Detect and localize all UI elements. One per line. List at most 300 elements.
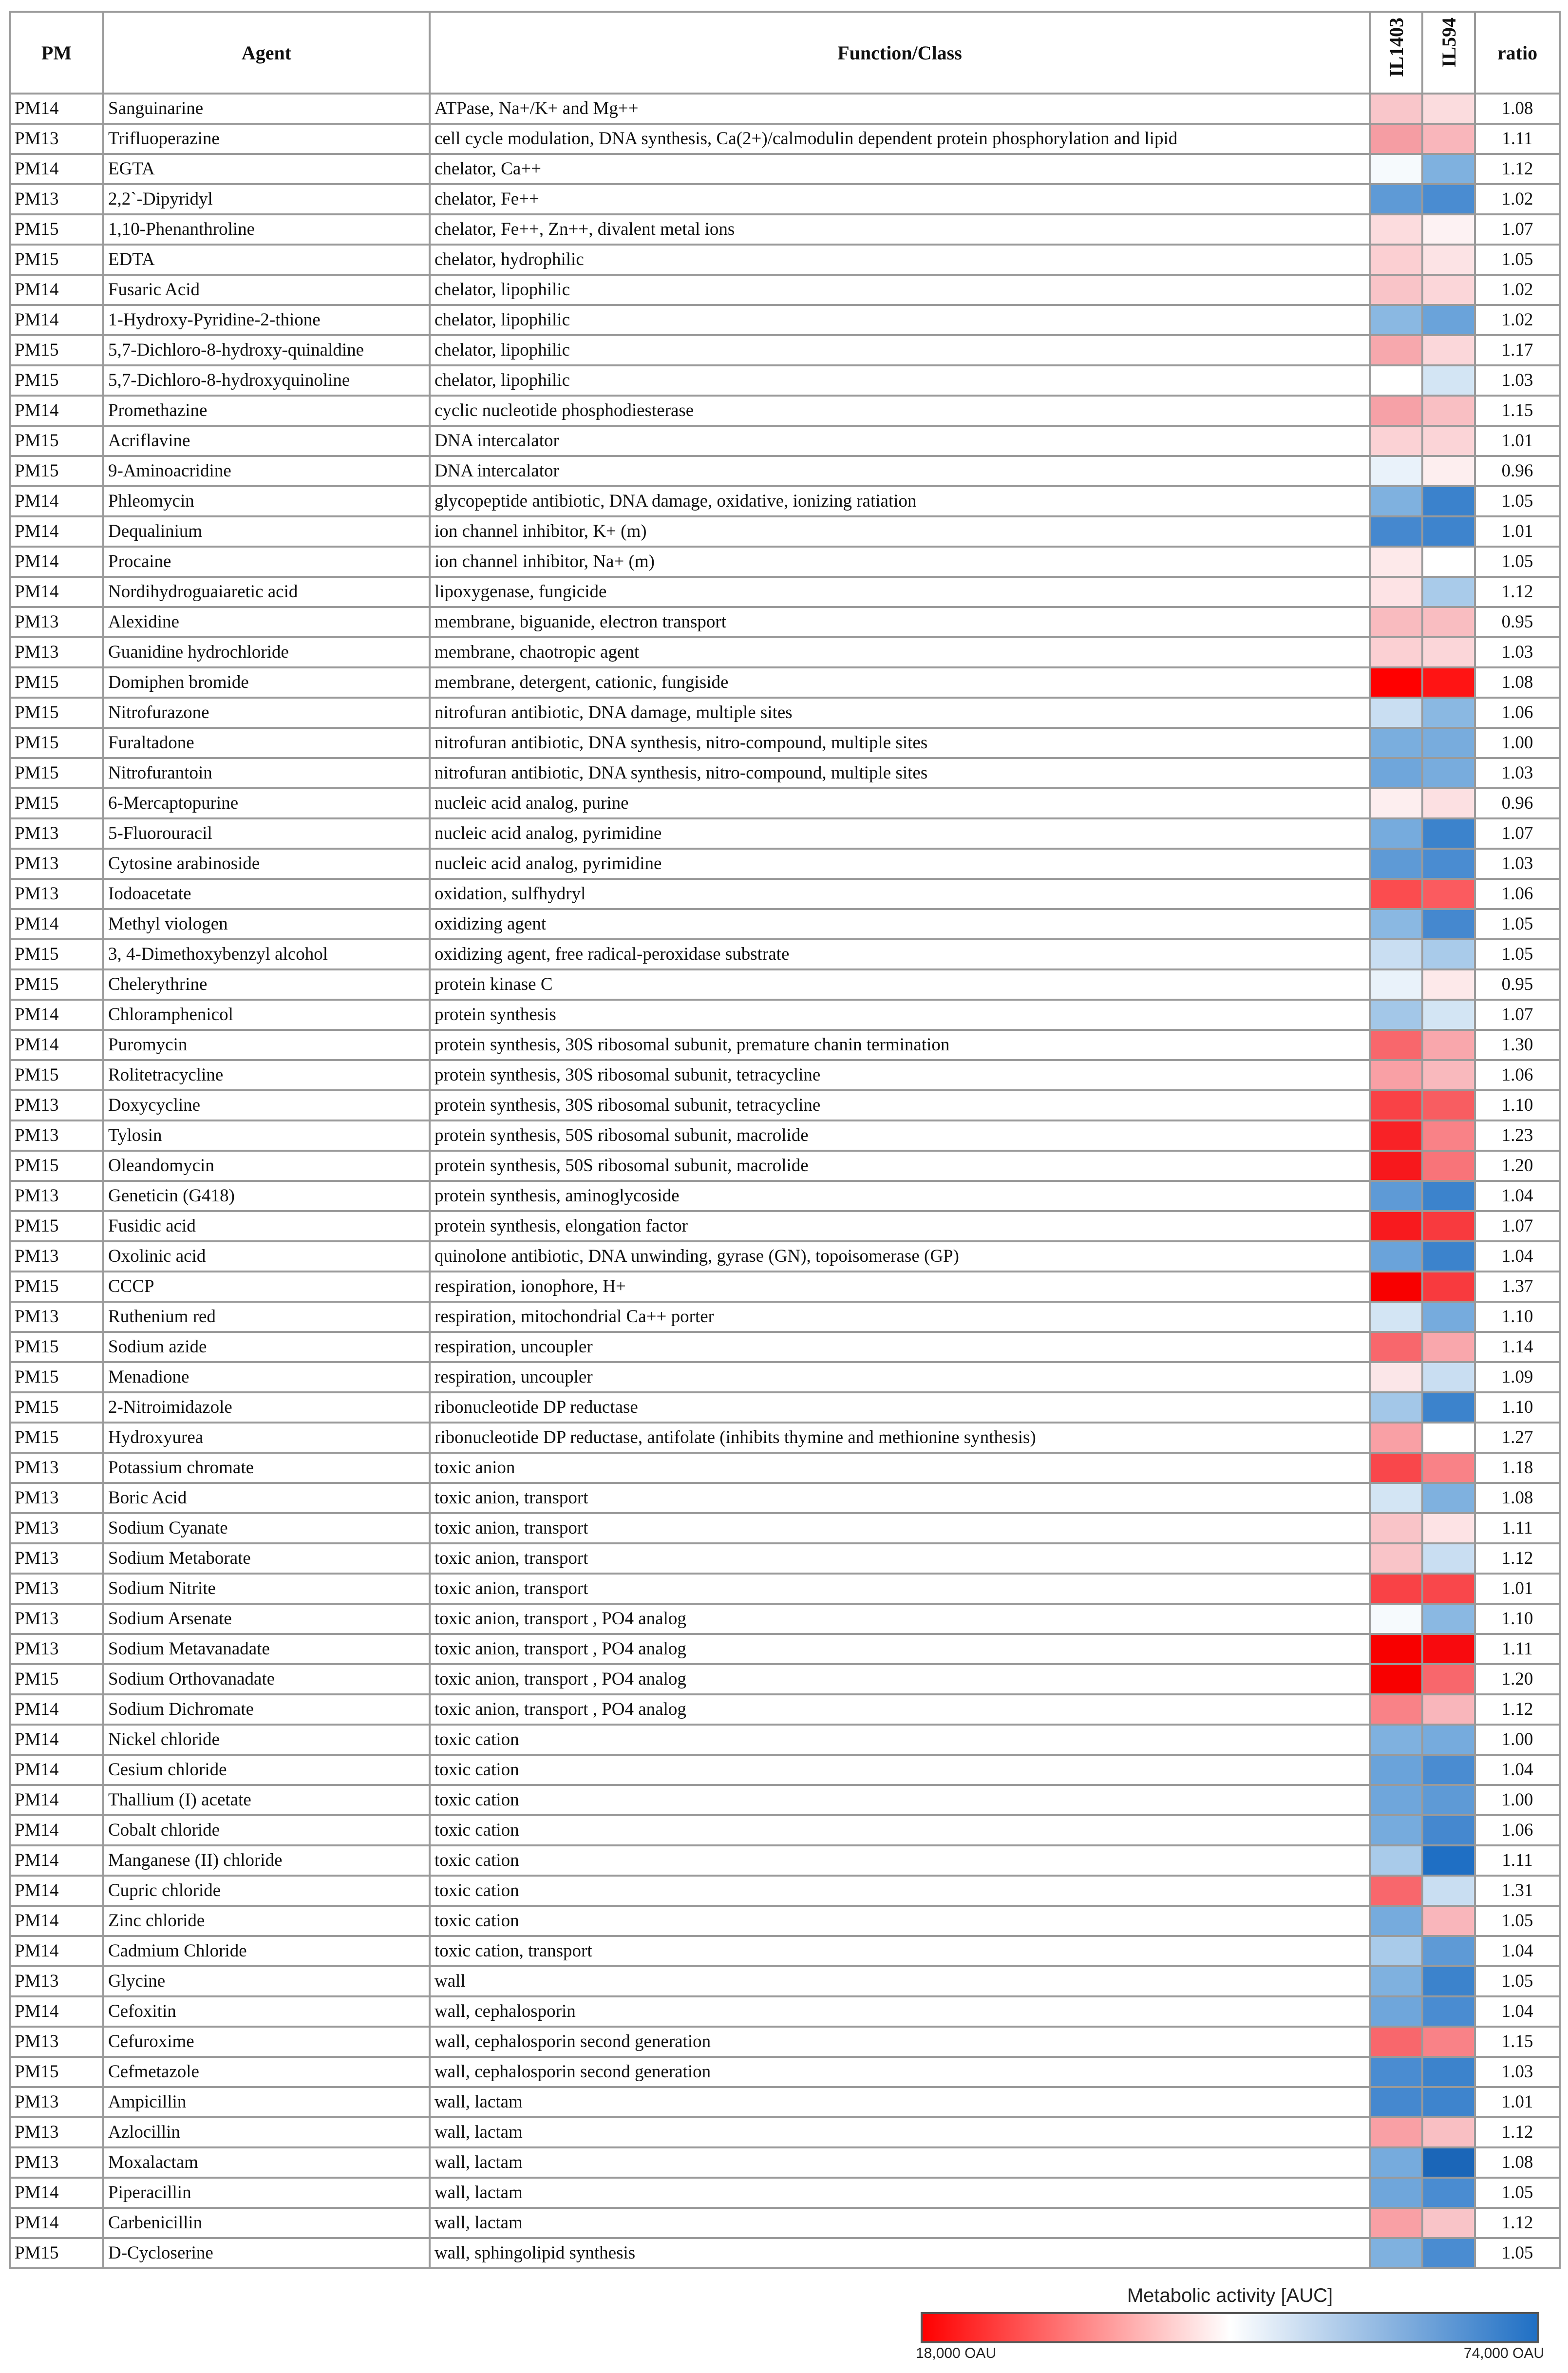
- function-cell: lipoxygenase, fungicide: [430, 577, 1370, 607]
- pm-cell: PM15: [10, 1392, 103, 1423]
- agent-cell: Menadione: [103, 1362, 430, 1392]
- agent-cell: Sodium Orthovanadate: [103, 1664, 430, 1694]
- agent-cell: Boric Acid: [103, 1483, 430, 1513]
- function-cell: toxic anion, transport , PO4 analog: [430, 1694, 1370, 1725]
- il1403-heat-cell: [1370, 124, 1422, 154]
- pm-cell: PM13: [10, 1634, 103, 1664]
- ratio-cell: 1.07: [1475, 818, 1560, 849]
- il1403-heat-cell: [1370, 1755, 1422, 1785]
- table-row: [10, 1785, 1560, 1815]
- ratio-cell: 1.20: [1475, 1664, 1560, 1694]
- table-row: [10, 849, 1560, 879]
- table-row: [10, 728, 1560, 758]
- il594-heat-cell: [1422, 2117, 1475, 2147]
- il594-heat-cell: [1422, 1211, 1475, 1241]
- agent-cell: Sanguinarine: [103, 94, 430, 124]
- pm-cell: PM15: [10, 1151, 103, 1181]
- pm-cell: PM15: [10, 728, 103, 758]
- il1403-heat-cell: [1370, 1574, 1422, 1604]
- table-row: [10, 1181, 1560, 1211]
- il1403-heat-cell: [1370, 1725, 1422, 1755]
- function-cell: respiration, ionophore, H+: [430, 1272, 1370, 1302]
- agent-cell: 5,7-Dichloro-8-hydroxyquinoline: [103, 365, 430, 396]
- function-cell: protein kinase C: [430, 969, 1370, 1000]
- agent-cell: Glycine: [103, 1966, 430, 1996]
- table-row: [10, 305, 1560, 335]
- il594-heat-cell: [1422, 1725, 1475, 1755]
- pm-cell: PM13: [10, 1090, 103, 1120]
- il594-heat-cell: [1422, 758, 1475, 788]
- table-row: [10, 2117, 1560, 2147]
- ratio-cell: 1.12: [1475, 1694, 1560, 1725]
- il594-heat-cell: [1422, 1241, 1475, 1272]
- ratio-cell: 1.14: [1475, 1332, 1560, 1362]
- il594-heat-cell: [1422, 2057, 1475, 2087]
- pm-cell: PM13: [10, 184, 103, 214]
- il1403-heat-cell: [1370, 1120, 1422, 1151]
- table-row: [10, 2178, 1560, 2208]
- il594-heat-cell: [1422, 1483, 1475, 1513]
- il1403-heat-cell: [1370, 305, 1422, 335]
- il594-heat-cell: [1422, 426, 1475, 456]
- table-row: [10, 396, 1560, 426]
- il594-heat-cell: [1422, 1423, 1475, 1453]
- il594-heat-cell: [1422, 1936, 1475, 1966]
- il1403-heat-cell: [1370, 245, 1422, 275]
- agent-cell: 5-Fluorouracil: [103, 818, 430, 849]
- pm-cell: PM15: [10, 1664, 103, 1694]
- ratio-cell: 1.12: [1475, 577, 1560, 607]
- header-function: Function/Class: [430, 12, 1370, 94]
- agent-cell: Cefuroxime: [103, 2027, 430, 2057]
- agent-cell: Chloramphenicol: [103, 1000, 430, 1030]
- il1403-heat-cell: [1370, 94, 1422, 124]
- ratio-cell: 1.01: [1475, 516, 1560, 547]
- pm-cell: PM13: [10, 1966, 103, 1996]
- il1403-heat-cell: [1370, 1060, 1422, 1090]
- function-cell: quinolone antibiotic, DNA unwinding, gyrase (GN), topoisomerase (GP): [430, 1241, 1370, 1272]
- pm-cell: PM13: [10, 2027, 103, 2057]
- ratio-cell: 1.05: [1475, 939, 1560, 969]
- il1403-heat-cell: [1370, 939, 1422, 969]
- function-cell: wall: [430, 1966, 1370, 1996]
- header-pm: PM: [10, 12, 103, 94]
- header-il594: [1422, 12, 1475, 94]
- pm-cell: PM15: [10, 969, 103, 1000]
- pm-cell: PM13: [10, 2087, 103, 2117]
- agent-cell: D-Cycloserine: [103, 2238, 430, 2268]
- function-cell: protein synthesis, 30S ribosomal subunit, tetracycline: [430, 1060, 1370, 1090]
- pm-cell: PM13: [10, 637, 103, 667]
- agent-cell: Cytosine arabinoside: [103, 849, 430, 879]
- ratio-cell: 1.30: [1475, 1030, 1560, 1060]
- table-row: [10, 1483, 1560, 1513]
- pm-cell: PM14: [10, 94, 103, 124]
- table-row: [10, 1453, 1560, 1483]
- data-table: [9, 11, 1561, 2269]
- agent-cell: Manganese (II) chloride: [103, 1845, 430, 1876]
- agent-cell: Hydroxyurea: [103, 1423, 430, 1453]
- agent-cell: Alexidine: [103, 607, 430, 637]
- il1403-heat-cell: [1370, 547, 1422, 577]
- ratio-cell: 1.07: [1475, 214, 1560, 245]
- function-cell: chelator, hydrophilic: [430, 245, 1370, 275]
- agent-cell: Cupric chloride: [103, 1876, 430, 1906]
- ratio-cell: 1.03: [1475, 637, 1560, 667]
- table-row: [10, 275, 1560, 305]
- il1403-heat-cell: [1370, 788, 1422, 818]
- il1403-heat-cell: [1370, 1966, 1422, 1996]
- function-cell: protein synthesis, elongation factor: [430, 1211, 1370, 1241]
- il1403-heat-cell: [1370, 214, 1422, 245]
- ratio-cell: 1.04: [1475, 1181, 1560, 1211]
- legend-min-label: 18,000 OAU: [916, 2345, 997, 2361]
- legend-max-label: 74,000 OAU: [1463, 2345, 1544, 2361]
- pm-cell: PM13: [10, 879, 103, 909]
- pm-cell: PM15: [10, 758, 103, 788]
- il594-heat-cell: [1422, 2027, 1475, 2057]
- table-row: [10, 1725, 1560, 1755]
- ratio-cell: 1.02: [1475, 305, 1560, 335]
- il1403-heat-cell: [1370, 1272, 1422, 1302]
- pm-cell: PM13: [10, 1302, 103, 1332]
- agent-cell: Nitrofurazone: [103, 698, 430, 728]
- agent-cell: Puromycin: [103, 1030, 430, 1060]
- ratio-cell: 1.31: [1475, 1876, 1560, 1906]
- il1403-heat-cell: [1370, 1694, 1422, 1725]
- agent-cell: Methyl viologen: [103, 909, 430, 939]
- function-cell: toxic cation: [430, 1755, 1370, 1785]
- agent-cell: Potassium chromate: [103, 1453, 430, 1483]
- function-cell: toxic cation: [430, 1785, 1370, 1815]
- agent-cell: 2,2`-Dipyridyl: [103, 184, 430, 214]
- table-row: [10, 1090, 1560, 1120]
- ratio-cell: 1.09: [1475, 1362, 1560, 1392]
- ratio-cell: 1.27: [1475, 1423, 1560, 1453]
- table-row: [10, 2027, 1560, 2057]
- table-row: [10, 1604, 1560, 1634]
- pm-cell: PM15: [10, 1060, 103, 1090]
- il594-heat-cell: [1422, 1000, 1475, 1030]
- ratio-cell: 0.95: [1475, 607, 1560, 637]
- function-cell: toxic anion, transport: [430, 1483, 1370, 1513]
- pm-cell: PM15: [10, 788, 103, 818]
- ratio-cell: 1.07: [1475, 1000, 1560, 1030]
- ratio-cell: 1.04: [1475, 1996, 1560, 2027]
- il1403-heat-cell: [1370, 154, 1422, 184]
- function-cell: chelator, Fe++, Zn++, divalent metal ions: [430, 214, 1370, 245]
- ratio-cell: 1.06: [1475, 1815, 1560, 1845]
- pm-cell: PM15: [10, 2057, 103, 2087]
- ratio-cell: 1.17: [1475, 335, 1560, 365]
- il594-heat-cell: [1422, 214, 1475, 245]
- ratio-cell: 1.05: [1475, 1966, 1560, 1996]
- il1403-heat-cell: [1370, 818, 1422, 849]
- function-cell: nitrofuran antibiotic, DNA synthesis, nitro-compound, multiple sites: [430, 728, 1370, 758]
- ratio-cell: 1.10: [1475, 1604, 1560, 1634]
- il1403-heat-cell: [1370, 758, 1422, 788]
- il1403-heat-cell: [1370, 728, 1422, 758]
- ratio-cell: 1.06: [1475, 879, 1560, 909]
- il594-heat-cell: [1422, 94, 1475, 124]
- table-row: [10, 1936, 1560, 1966]
- ratio-cell: 1.03: [1475, 2057, 1560, 2087]
- function-cell: toxic anion, transport: [430, 1513, 1370, 1543]
- il594-heat-cell: [1422, 456, 1475, 486]
- function-cell: membrane, chaotropic agent: [430, 637, 1370, 667]
- table-row: [10, 1634, 1560, 1664]
- il594-heat-cell: [1422, 305, 1475, 335]
- ratio-cell: 1.06: [1475, 698, 1560, 728]
- il594-heat-cell: [1422, 1060, 1475, 1090]
- agent-cell: Azlocillin: [103, 2117, 430, 2147]
- il594-heat-cell: [1422, 1332, 1475, 1362]
- function-cell: toxic cation: [430, 1815, 1370, 1845]
- header-ratio: ratio: [1475, 12, 1560, 94]
- function-cell: chelator, lipophilic: [430, 305, 1370, 335]
- function-cell: wall, lactam: [430, 2208, 1370, 2238]
- agent-cell: EDTA: [103, 245, 430, 275]
- il594-heat-cell: [1422, 1272, 1475, 1302]
- pm-cell: PM15: [10, 1272, 103, 1302]
- pm-cell: PM15: [10, 456, 103, 486]
- pm-cell: PM15: [10, 1423, 103, 1453]
- function-cell: wall, cephalosporin second generation: [430, 2027, 1370, 2057]
- il1403-heat-cell: [1370, 1785, 1422, 1815]
- il1403-heat-cell: [1370, 1392, 1422, 1423]
- ratio-cell: 0.96: [1475, 456, 1560, 486]
- il1403-heat-cell: [1370, 1513, 1422, 1543]
- pm-cell: PM13: [10, 1574, 103, 1604]
- agent-cell: Oxolinic acid: [103, 1241, 430, 1272]
- pm-cell: PM13: [10, 1513, 103, 1543]
- function-cell: toxic cation: [430, 1906, 1370, 1936]
- il594-heat-cell: [1422, 607, 1475, 637]
- il1403-heat-cell: [1370, 1996, 1422, 2027]
- agent-cell: Furaltadone: [103, 728, 430, 758]
- pm-cell: PM15: [10, 365, 103, 396]
- pm-cell: PM14: [10, 1694, 103, 1725]
- table-row: [10, 2208, 1560, 2238]
- table-row: [10, 969, 1560, 1000]
- il594-heat-cell: [1422, 275, 1475, 305]
- function-cell: toxic anion, transport: [430, 1543, 1370, 1574]
- il594-heat-cell: [1422, 818, 1475, 849]
- il594-heat-cell: [1422, 1392, 1475, 1423]
- table-row: [10, 2087, 1560, 2117]
- il1403-heat-cell: [1370, 1332, 1422, 1362]
- function-cell: respiration, mitochondrial Ca++ porter: [430, 1302, 1370, 1332]
- il1403-heat-cell: [1370, 1845, 1422, 1876]
- il1403-heat-cell: [1370, 879, 1422, 909]
- agent-cell: Geneticin (G418): [103, 1181, 430, 1211]
- pm-cell: PM14: [10, 577, 103, 607]
- ratio-cell: 1.02: [1475, 275, 1560, 305]
- function-cell: protein synthesis: [430, 1000, 1370, 1030]
- il594-heat-cell: [1422, 1694, 1475, 1725]
- ratio-cell: 1.12: [1475, 2117, 1560, 2147]
- il594-heat-cell: [1422, 788, 1475, 818]
- pm-cell: PM14: [10, 547, 103, 577]
- pm-cell: PM14: [10, 1725, 103, 1755]
- il1403-heat-cell: [1370, 1664, 1422, 1694]
- il1403-heat-cell: [1370, 516, 1422, 547]
- il594-heat-cell: [1422, 698, 1475, 728]
- il594-heat-cell: [1422, 1151, 1475, 1181]
- table-row: [10, 909, 1560, 939]
- il594-heat-cell: [1422, 2238, 1475, 2268]
- agent-cell: Zinc chloride: [103, 1906, 430, 1936]
- pm-cell: PM13: [10, 2117, 103, 2147]
- pm-cell: PM13: [10, 818, 103, 849]
- function-cell: chelator, lipophilic: [430, 275, 1370, 305]
- agent-cell: 3, 4-Dimethoxybenzyl alcohol: [103, 939, 430, 969]
- table-row: [10, 667, 1560, 698]
- il594-heat-cell: [1422, 939, 1475, 969]
- agent-cell: Oleandomycin: [103, 1151, 430, 1181]
- ratio-cell: 1.00: [1475, 1725, 1560, 1755]
- table-row: [10, 1996, 1560, 2027]
- il1403-heat-cell: [1370, 2178, 1422, 2208]
- header-il1403-label: IL1403: [1385, 18, 1407, 77]
- function-cell: nucleic acid analog, purine: [430, 788, 1370, 818]
- il594-heat-cell: [1422, 184, 1475, 214]
- table-row: [10, 879, 1560, 909]
- agent-cell: 1,10-Phenanthroline: [103, 214, 430, 245]
- il594-heat-cell: [1422, 728, 1475, 758]
- function-cell: membrane, detergent, cationic, fungiside: [430, 667, 1370, 698]
- pm-cell: PM13: [10, 2147, 103, 2178]
- pm-cell: PM14: [10, 396, 103, 426]
- table-row: [10, 124, 1560, 154]
- table-row: [10, 1574, 1560, 1604]
- il1403-heat-cell: [1370, 1876, 1422, 1906]
- il594-heat-cell: [1422, 124, 1475, 154]
- function-cell: nitrofuran antibiotic, DNA synthesis, nitro-compound, multiple sites: [430, 758, 1370, 788]
- table-row: [10, 214, 1560, 245]
- pm-cell: PM14: [10, 1785, 103, 1815]
- table-row: [10, 1694, 1560, 1725]
- il1403-heat-cell: [1370, 1241, 1422, 1272]
- agent-cell: Procaine: [103, 547, 430, 577]
- il1403-heat-cell: [1370, 2087, 1422, 2117]
- il594-heat-cell: [1422, 245, 1475, 275]
- ratio-cell: 1.12: [1475, 2208, 1560, 2238]
- ratio-cell: 1.15: [1475, 396, 1560, 426]
- il1403-heat-cell: [1370, 577, 1422, 607]
- table-row: [10, 1815, 1560, 1845]
- function-cell: ribonucleotide DP reductase: [430, 1392, 1370, 1423]
- table-row: [10, 1543, 1560, 1574]
- function-cell: toxic cation: [430, 1845, 1370, 1876]
- il1403-heat-cell: [1370, 2027, 1422, 2057]
- function-cell: glycopeptide antibiotic, DNA damage, oxidative, ionizing ratiation: [430, 486, 1370, 516]
- il1403-heat-cell: [1370, 1000, 1422, 1030]
- table-row: [10, 1906, 1560, 1936]
- agent-cell: Chelerythrine: [103, 969, 430, 1000]
- il594-heat-cell: [1422, 516, 1475, 547]
- il1403-heat-cell: [1370, 1453, 1422, 1483]
- il594-heat-cell: [1422, 1543, 1475, 1574]
- ratio-cell: 1.10: [1475, 1392, 1560, 1423]
- function-cell: protein synthesis, 50S ribosomal subunit, macrolide: [430, 1120, 1370, 1151]
- function-cell: oxidation, sulfhydryl: [430, 879, 1370, 909]
- function-cell: protein synthesis, 30S ribosomal subunit, premature chanin termination: [430, 1030, 1370, 1060]
- agent-cell: Phleomycin: [103, 486, 430, 516]
- pm-cell: PM14: [10, 2178, 103, 2208]
- agent-cell: Sodium azide: [103, 1332, 430, 1362]
- pm-cell: PM15: [10, 214, 103, 245]
- pm-cell: PM14: [10, 1906, 103, 1936]
- il1403-heat-cell: [1370, 909, 1422, 939]
- pm-cell: PM14: [10, 1936, 103, 1966]
- il1403-heat-cell: [1370, 1362, 1422, 1392]
- pm-cell: PM15: [10, 245, 103, 275]
- table-row: [10, 1272, 1560, 1302]
- function-cell: chelator, Ca++: [430, 154, 1370, 184]
- table-row: [10, 335, 1560, 365]
- il594-heat-cell: [1422, 1362, 1475, 1392]
- agent-cell: Nitrofurantoin: [103, 758, 430, 788]
- il1403-heat-cell: [1370, 1423, 1422, 1453]
- agent-cell: Fusidic acid: [103, 1211, 430, 1241]
- ratio-cell: 1.03: [1475, 849, 1560, 879]
- ratio-cell: 1.05: [1475, 2178, 1560, 2208]
- ratio-cell: 1.10: [1475, 1090, 1560, 1120]
- function-cell: cell cycle modulation, DNA synthesis, Ca(2+)/calmodulin dependent protein phosphorylation and lipid: [430, 124, 1370, 154]
- ratio-cell: 1.05: [1475, 2238, 1560, 2268]
- il1403-heat-cell: [1370, 275, 1422, 305]
- function-cell: protein synthesis, 30S ribosomal subunit, tetracycline: [430, 1090, 1370, 1120]
- pm-cell: PM15: [10, 2238, 103, 2268]
- function-cell: toxic anion, transport , PO4 analog: [430, 1664, 1370, 1694]
- ratio-cell: 1.00: [1475, 1785, 1560, 1815]
- ratio-cell: 1.08: [1475, 2147, 1560, 2178]
- table-row: [10, 1241, 1560, 1272]
- function-cell: wall, lactam: [430, 2178, 1370, 2208]
- agent-cell: 1-Hydroxy-Pyridine-2-thione: [103, 305, 430, 335]
- ratio-cell: 1.05: [1475, 547, 1560, 577]
- pm-cell: PM14: [10, 2208, 103, 2238]
- il1403-heat-cell: [1370, 1483, 1422, 1513]
- ratio-cell: 1.18: [1475, 1453, 1560, 1483]
- il1403-heat-cell: [1370, 1906, 1422, 1936]
- pm-cell: PM15: [10, 667, 103, 698]
- pm-cell: PM14: [10, 1815, 103, 1845]
- il594-heat-cell: [1422, 637, 1475, 667]
- ratio-cell: 1.02: [1475, 184, 1560, 214]
- function-cell: chelator, lipophilic: [430, 335, 1370, 365]
- table-row: [10, 245, 1560, 275]
- ratio-cell: 1.05: [1475, 486, 1560, 516]
- agent-cell: Piperacillin: [103, 2178, 430, 2208]
- agent-cell: Promethazine: [103, 396, 430, 426]
- function-cell: toxic anion, transport , PO4 analog: [430, 1604, 1370, 1634]
- il594-heat-cell: [1422, 2087, 1475, 2117]
- il1403-heat-cell: [1370, 2208, 1422, 2238]
- agent-cell: Sodium Cyanate: [103, 1513, 430, 1543]
- il1403-heat-cell: [1370, 2147, 1422, 2178]
- function-cell: protein synthesis, aminoglycoside: [430, 1181, 1370, 1211]
- table-row: [10, 1966, 1560, 1996]
- table-row: [10, 637, 1560, 667]
- il1403-heat-cell: [1370, 969, 1422, 1000]
- table-row: [10, 1211, 1560, 1241]
- table-row: [10, 2238, 1560, 2268]
- function-cell: ion channel inhibitor, Na+ (m): [430, 547, 1370, 577]
- il1403-heat-cell: [1370, 1090, 1422, 1120]
- ratio-cell: 1.10: [1475, 1302, 1560, 1332]
